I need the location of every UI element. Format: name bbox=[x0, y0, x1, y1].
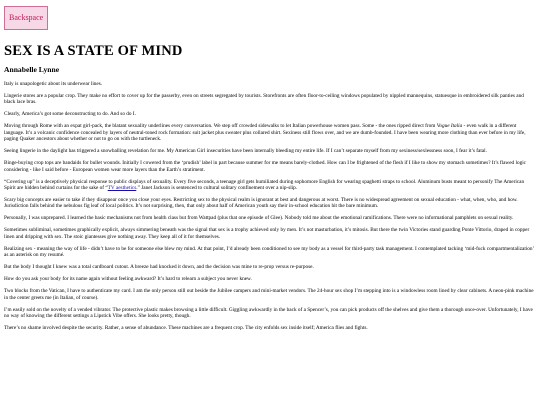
paragraph: Scary big concepts are easier to take if they disappear once you close your eyes. Restricting sex to the physical realm is ignorant at best and dangerous at worst. There is no widespread agreement on sexual education - what, when, who, and how. Jurisdiction falls behind the nebulous fig leaf of local politics. It’s not surprising, then, that only about half of American youth say their in-school education hit the bare minimum. bbox=[4, 197, 518, 210]
paragraph: Lingerie stores are a popular crop. They make no effort to cover up for the passerby, even on streets segregated by tourists. Storefronts are often floor-to-ceiling windows populated by nippled mannequins, statuesque in embroidered silk panties and black lace bras. bbox=[4, 93, 524, 106]
paragraph bbox=[4, 179, 536, 192]
paragraph-text: .” Janet Jackson is sentenced to cultural solitary confinement over a nip-slip. bbox=[136, 185, 298, 192]
paragraph: Personally, I was unprepared. I learned the basic mechanisms not from health class but from Wattpad (plus that one episode of Glee). Nobody told me about the emotional ramifications. There were no informational pamphlets on sexual reality. bbox=[4, 215, 514, 222]
paragraph: But the body I thought I knew was a total cardboard cutout. A breeze had knocked it down, and the decision was mine to re-prop versus re-purpose. bbox=[4, 264, 314, 271]
backspace-button[interactable]: Backspace bbox=[4, 6, 48, 30]
paragraph-text: - even walk in a different language. It’s a volcanic confidence concealed by layers of neutral-toned rock formation: suit jacket plus sweater plus collared shirt. Sexiness still flows over, and we are dumb-founded. I have been wearing more clothing than ever before in my life, paging Quaker ancestors about whether or not to go on with the turtleneck. bbox=[4, 123, 526, 143]
article-title: SEX IS A STATE OF MIND bbox=[4, 43, 183, 59]
paragraph: Sometimes subliminal, sometimes graphically explicit, always simmering beneath was the signal that sex is a trophy achieved only by men. It’s not masturbation, it’s mitosis. But there the twin Victories stand guarding Ponte Vittorio, draped in copper linen and dripping with sex. The stoic giantesses give nothing away. They keep all of it for themselves. bbox=[4, 227, 530, 240]
article-body bbox=[4, 81, 536, 331]
paragraph-text: “Covering up” is a deceptively physical response to public displays of sexuality. Every five seconds, a teenage girl gets humiliated during sophomore English for wearing spaghetti straps to school. Aluminum busts meant to personify The American Spirit are hidden behind curtains for the sake of “ bbox=[4, 178, 525, 192]
paragraph: Seeing lingerie in the daylight has triggered a snowballing revelation for me. My American Girl insecurities have been internally bleeding my entire life. If I can’t separate myself from my sexiness/sexlessness soon, I fear it’s fatal. bbox=[4, 148, 487, 155]
paragraph: Binge-buying crop tops are bandaids for bullet wounds. Initially I cowered from the ‘prudish’ label in part because summer for me means barely-clothed. How can I be frightened of the flesh if I like to show my stomach sometimes? It’s flawed logic considering - like I said before - European women wear more layers than the Earth’s stratiment. bbox=[4, 160, 526, 173]
tv-aesthetics-link[interactable]: TV aesthetics bbox=[107, 185, 137, 192]
article-author: Annabelle Lynne bbox=[4, 65, 60, 74]
paragraph: Realizing sex - meaning the way of life - didn’t have to be for someone else blew my mind. At that point, I’d already been conditioned to see my body as a vessel for third-party task management. I contemplated tacking ‘mid-fuck compartmentalization’ as an asterisk on my resumé. bbox=[4, 245, 534, 259]
paragraph: I’m easily sold on the novelty of a vended vibrator. The protective plastic makes browsing a little difficult. Giggling awkwardly in the back of a Spencer’s, you can pick products off the shelves and give them a thorough once-over. Unfortunately, I have no way of knowing the different settings a Lipstick Vibe offers. She looks pretty, though. bbox=[4, 306, 533, 320]
paragraph: Two blocks from the Vatican, I have to authenticate my card. I am the only person still out beside the Jubilee campers and mini-market vendors. The 24-hour sex shop I’m stepping into is a windowless room lined by clear cabinets. A neon-pink machine in the center greets me (in Italian, of course). bbox=[4, 288, 534, 301]
paragraph: Clearly, America’s got some deconstructing to do. And so do I. bbox=[4, 111, 136, 118]
paragraph: How do you ask your body for its name again without feeling awkward? It’s hard to relearn a subject you never knew. bbox=[4, 276, 252, 283]
paragraph-text: Moving through Rome with an expat girl-pack, the blatant sexuality underlines every conversation. We step off crowded sidewalks to let Italian powerhouse women pass. Some - the ones ripped direct from bbox=[4, 123, 437, 130]
paragraph: There’s no shame involved despite the security. Rather, a sense of abundance. These machines are a frequent crop. The city enfolds sex inside itself; America flies and fights. bbox=[4, 325, 368, 332]
paragraph bbox=[4, 123, 536, 142]
magazine-name: Vogue Italia bbox=[436, 123, 463, 130]
paragraph: Italy is unapologetic about its underwear lines. bbox=[4, 81, 103, 87]
